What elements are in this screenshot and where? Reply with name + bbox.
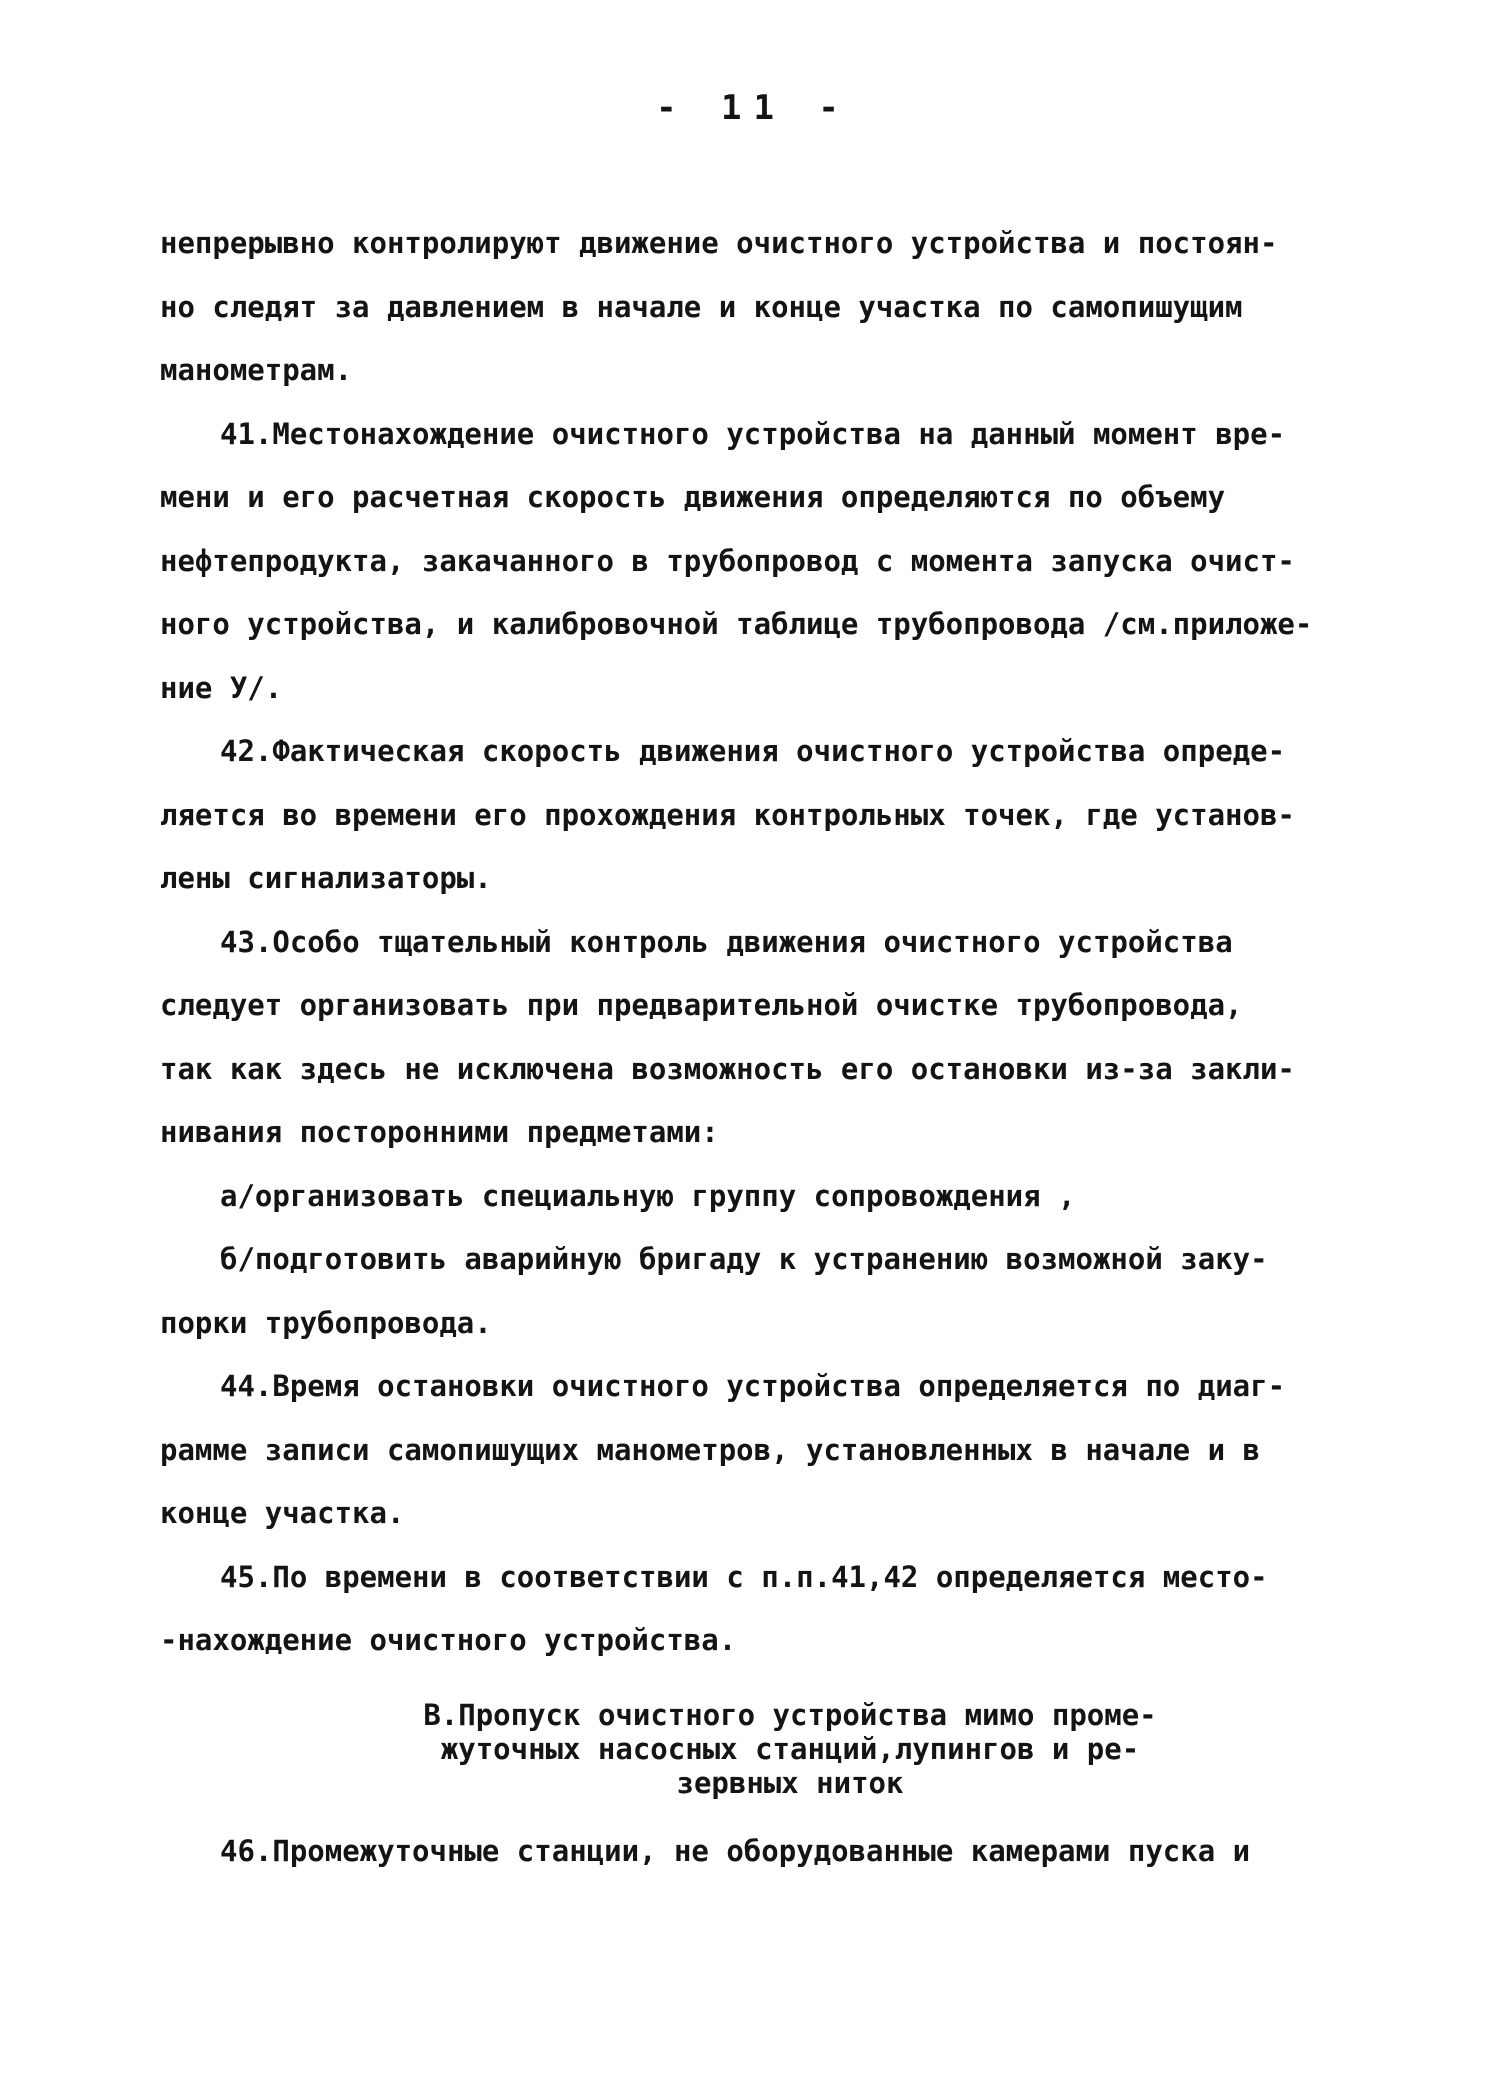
page-number: - 11 - bbox=[656, 88, 851, 128]
text-line: 41.Местонахождение очистного устройства на данный момент вре- bbox=[220, 416, 1286, 451]
text-line: ного устройства, и калибровочной таблице трубопровода /см.приложе- bbox=[160, 607, 1313, 641]
text-line: 45.По времени в соответствии с п.п.41,42 определяется место- bbox=[220, 1559, 1268, 1594]
text-line: 43.Особо тщательный контроль движения очистного устройства bbox=[220, 924, 1233, 959]
text-line: конце участка. bbox=[160, 1496, 405, 1530]
text-line: мени и его расчетная скорость движения определяются по объему bbox=[160, 480, 1226, 514]
heading-line: В.Пропуск очистного устройства мимо проме- bbox=[423, 1698, 1157, 1732]
heading-line: зервных ниток bbox=[676, 1766, 904, 1800]
text-line: ляется во времени его прохождения контрольных точек, где установ- bbox=[160, 797, 1295, 832]
text-line: манометрам. bbox=[160, 353, 353, 387]
text-line: нивания посторонними предметами: bbox=[160, 1115, 719, 1149]
text-line: но следят за давлением в начале и конце участка по самопишущим bbox=[160, 289, 1243, 324]
body-text bbox=[160, 212, 1380, 1673]
text-line: рамме записи самопишущих манометров, установленных в начале и в bbox=[160, 1432, 1260, 1467]
text-line: 46.Промежуточные станции, не оборудованные камерами пуска и bbox=[220, 1834, 1251, 1868]
text-line: следует организовать при предварительной очистке трубопровода, bbox=[160, 988, 1243, 1022]
text-line: непрерывно контролируют движение очистного устройства и постоян- bbox=[160, 226, 1278, 260]
text-line: 42.Фактическая скорость движения очистного устройства опреде- bbox=[220, 734, 1286, 768]
section-heading bbox=[300, 1698, 1280, 1800]
text-line: лены сигнализаторы. bbox=[160, 861, 492, 895]
text-line: 44.Время остановки очистного устройства определяется по диаг- bbox=[220, 1369, 1286, 1403]
text-line: так как здесь не исключена возможность его остановки из-за закли- bbox=[160, 1051, 1295, 1086]
text-line: ние У/. bbox=[160, 670, 283, 705]
text-line: порки трубопровода. bbox=[160, 1305, 492, 1340]
body-text-continued bbox=[160, 1820, 1380, 1884]
heading-line: жуточных насосных станций,лупингов и ре- bbox=[440, 1732, 1140, 1766]
text-line: б/подготовить аварийную бригаду к устранению возможной заку- bbox=[220, 1242, 1268, 1276]
text-line: -нахождение очистного устройства. bbox=[160, 1623, 737, 1657]
text-line: нефтепродукта, закачанного в трубопровод с момента запуска очист- bbox=[160, 543, 1295, 578]
text-line: а/организовать специальную группу сопровождения , bbox=[220, 1178, 1076, 1213]
